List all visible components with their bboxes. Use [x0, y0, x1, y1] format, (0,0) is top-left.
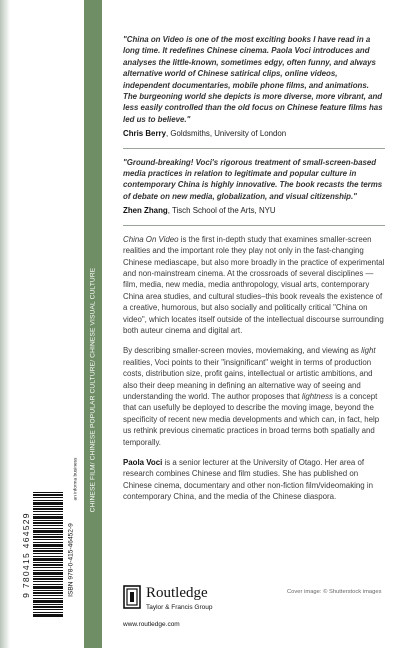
barcode-icon	[33, 492, 63, 618]
publisher-website: www.routledge.com	[123, 621, 180, 628]
divider	[123, 225, 385, 226]
cover-credit: Cover image: © Shutterstock images	[287, 589, 382, 595]
routledge-logo-icon	[123, 585, 141, 609]
publisher-name: Routledge	[146, 585, 208, 601]
author-bio: Paola Voci is a senior lecturer at the University of Otago. Her area of research combines Chinese and film studies. She has published on Chinese cinema, documentary and other non-fiction film/videomaking in contemporary China, and the media of the Chinese diaspora.	[123, 458, 373, 502]
description-paragraph-2: By describing smaller-screen movies, moviemaking, and viewing as light realities, Voci points to their "insignificant" weight in terms of production costs, distribution size, profit gains, intellectual or artistic ambitions, and also their deep meaning in defining an alternative way of seeing and understanding the world. The author proposes that lightness is a concept that can usefully be deployed to describe the moving image, beyond the specificity of recent new media developments and which can, in fact, help us rethink previous cinematic practices in broad terms both spatially and temporally.	[123, 346, 380, 447]
description-paragraph-1: China On Video is the first in-depth study that examines smaller-screen realities and the important role they play not only in the fast-changing Chinese mediascape, but also more broadly in the practice of experimental and non-mainstream cinema. At the crossroads of several disciplines — film, media, new media, media anthropology, visual arts, contemporary China area studies, and cultural studies–this book reveals the existence of a creative, humorous, but also socially and politically critical "China on video", which locates itself outside of the intellectual discourse surrounding both auteur cinema and digital art.	[123, 234, 385, 335]
endorser-name-2: Zhen Zhang	[123, 206, 168, 216]
spine-fold-shadow	[0, 0, 10, 648]
barcode-digits: 9 780415 464529	[21, 512, 31, 598]
endorser-name-1: Chris Berry	[123, 129, 166, 139]
book-title: China On Video	[123, 234, 179, 244]
endorser-affiliation-1: , Goldsmiths, University of London	[165, 129, 287, 139]
cover-text	[123, 34, 385, 512]
subject-categories: CHINESE FILM/ CHINESE POPULAR CULTURE/ CHINESE VISUAL CULTURE	[89, 267, 97, 513]
endorser-affiliation-2: , Tisch School of the Arts, NYU	[167, 206, 276, 216]
divider	[123, 148, 385, 149]
publisher-footer	[123, 585, 385, 628]
endorsement-attribution-2	[123, 205, 385, 216]
publisher-note: an informa business	[73, 457, 79, 501]
isbn-label: ISBN 978-0-415-46452-9	[67, 523, 75, 597]
endorsement-attribution-1	[123, 128, 385, 139]
endorsement-quote-2: "Ground-breaking! Voci's rigorous treatment of small-screen-based media practices in relation to legitimate and popular culture in contemporary China is highly innovative. The book recasts the terms of debate on new media, globalization, and visual citizenship."	[123, 157, 383, 201]
endorsement-quote-1: "China on Video is one of the most exciting books I have read in a long time. It redefines Chinese cinema. Paola Voci introduces and analyses the little-known, sometimes edgy, often funny, and always alternative world of Chinese satirical clips, online videos, independent documentaries, mobile phone films, and animations. The burgeoning world she depicts is more diverse, more vibrant, and less easily controlled than the old focus on Chinese feature films has led us to believe."	[123, 35, 383, 124]
publisher-group: Taylor & Francis Group	[146, 604, 213, 611]
author-name: Paola Voci	[123, 458, 163, 467]
